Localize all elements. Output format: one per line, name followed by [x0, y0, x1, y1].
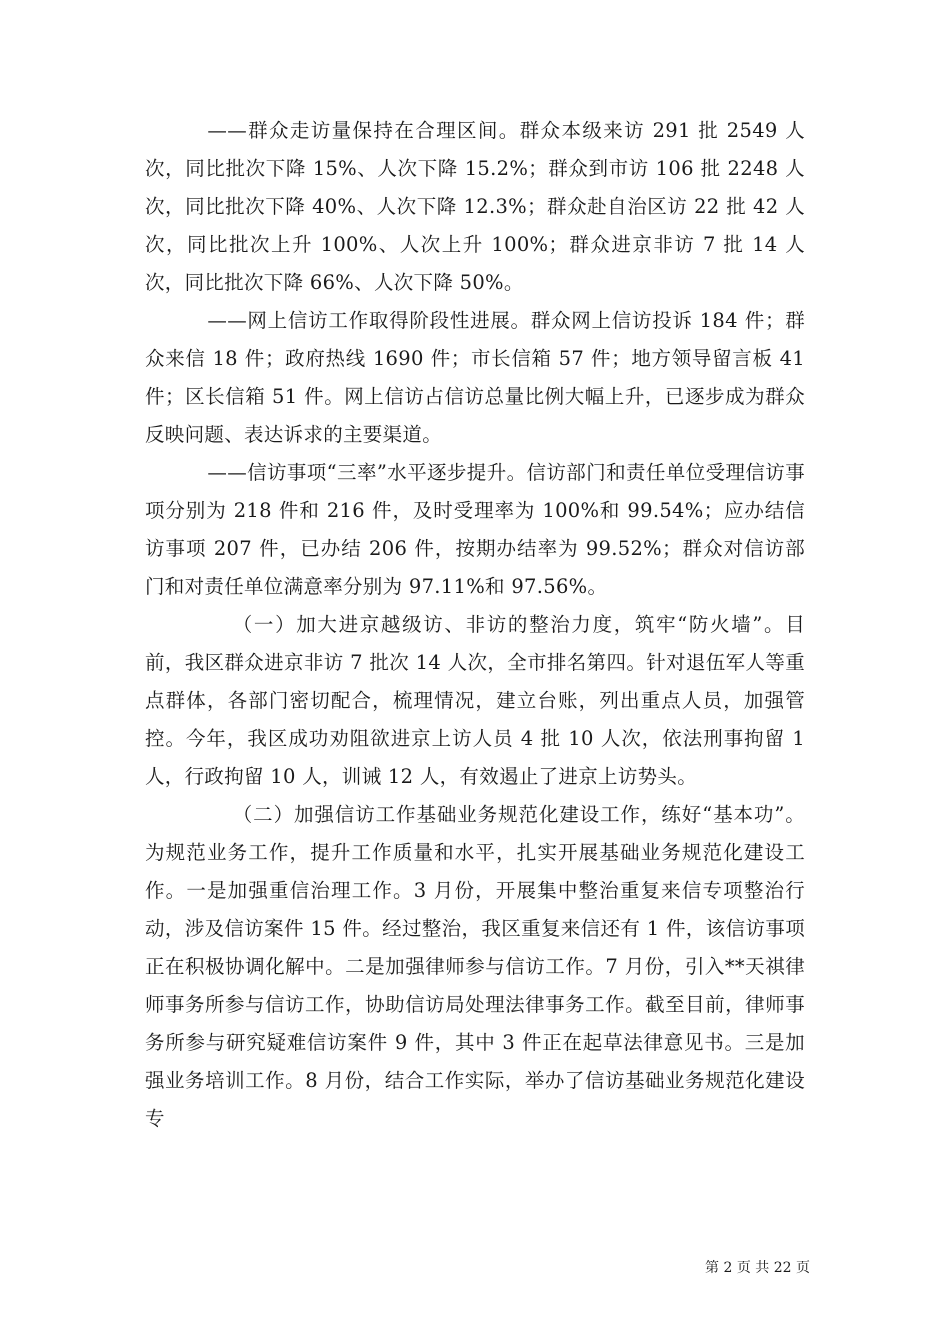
paragraph-three-rates: ——信访事项“三率”水平逐步提升。信访部门和责任单位受理信访事项分别为 218 件和 216 件，及时受理率为 100%和 99.54%；应办结信访事项 207 件，已办结 206 件，按期办结率为 99.52%；群众对信访部门和对责任单位满意率分别为 97.11%和 97.56%。: [145, 461, 805, 598]
page-number-footer: 第 2 页 共 22 页: [705, 1260, 810, 1276]
paragraph-online-petition: ——网上信访工作取得阶段性进展。群众网上信访投诉 184 件；群众来信 18 件；政府热线 1690 件；市长信箱 57 件；地方领导留言板 41 件；区长信箱 51 件。网上信访占信访总量比例大幅上升，已逐步成为群众反映问题、表达诉求的主要渠道。: [145, 309, 805, 446]
document-body: [145, 112, 805, 1138]
paragraph-section-one: （一）加大进京越级访、非访的整治力度，筑牢“防火墙”。目前，我区群众进京非访 7 批次 14 人次，全市排名第四。针对退伍军人等重点群体，各部门密切配合，梳理情况，建立台账，列出重点人员，加强管控。今年，我区成功劝阻欲进京上访人员 4 批 10 人次，依法刑事拘留 1 人，行政拘留 10 人，训诫 12 人，有效遏止了进京上访势头。: [145, 613, 805, 788]
paragraph-visit-volume: ——群众走访量保持在合理区间。群众本级来访 291 批 2549 人次，同比批次下降 15%、人次下降 15.2%；群众到市访 106 批 2248 人次，同比批次下降 40%、人次下降 12.3%；群众赴自治区访 22 批 42 人次，同比批次上升 100%、人次上升 100%；群众进京非访 7 批 14 人次，同比批次下降 66%、人次下降 50%。: [145, 119, 805, 294]
paragraph-section-two: （二）加强信访工作基础业务规范化建设工作，练好“基本功”。为规范业务工作，提升工作质量和水平，扎实开展基础业务规范化建设工作。一是加强重信治理工作。3 月份，开展集中整治重复来信专项整治行动，涉及信访案件 15 件。经过整治，我区重复来信还有 1 件，该信访事项正在积极协调化解中。二是加强律师参与信访工作。7 月份，引入**天祺律师事务所参与信访工作，协助信访局处理法律事务工作。截至目前，律师事务所参与研究疑难信访案件 9 件，其中 3 件正在起草法律意见书。三是加强业务培训工作。8 月份，结合工作实际，举办了信访基础业务规范化建设专: [145, 803, 805, 1130]
